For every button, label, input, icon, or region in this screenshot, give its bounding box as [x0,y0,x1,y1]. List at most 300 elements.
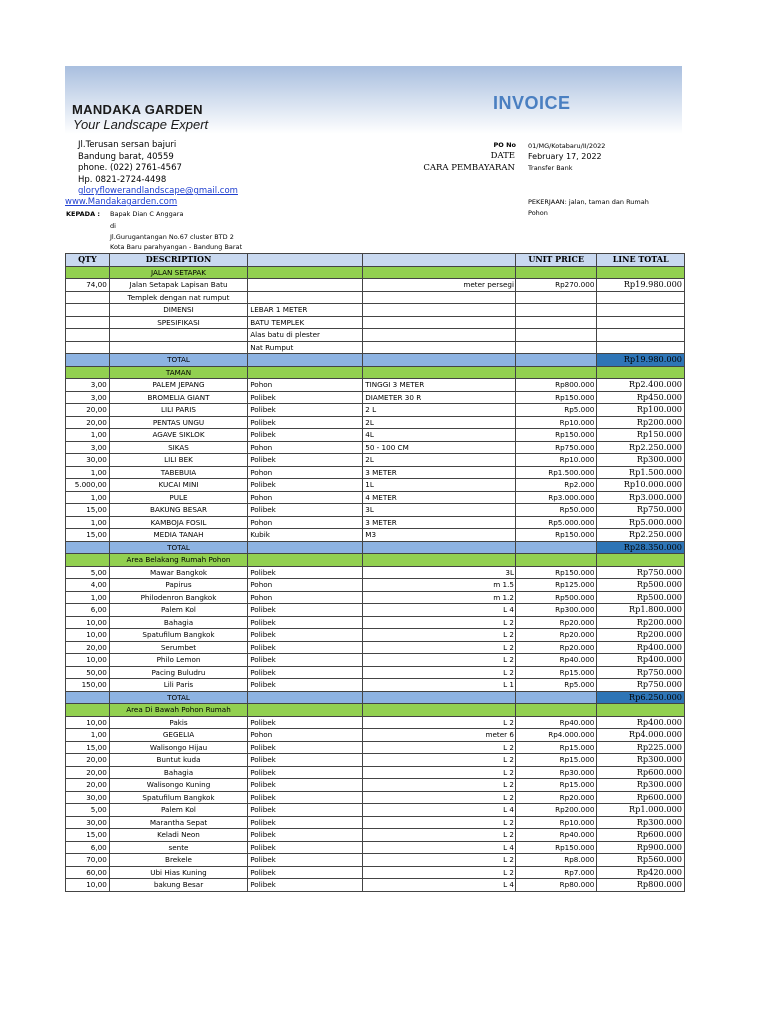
item-description: MEDIA TANAH [109,529,247,542]
item-unit-price [515,341,596,354]
item-price-value: Rp40.000 [559,830,595,840]
item-line-total: Rp2.400.000 [597,379,685,392]
item-price-value: Rp20.000 [559,630,595,640]
item-container: Pohon [248,729,363,742]
item-qty: 60,00 [66,866,110,879]
table-row [66,741,685,754]
item-unit-price: 4 L Rp200.000 [515,804,596,817]
item-qty: 6,00 [66,604,110,617]
item-description: Palem Kol [109,604,247,617]
recipient-label: KEPADA : [66,210,100,218]
item-description: KUCAI MINI [109,479,247,492]
item-spec [363,604,516,617]
item-description: Spatufilum Bangkok [109,629,247,642]
section-title: Area Di Bawah Pohon Rumah [109,704,247,717]
item-line-total: Rp200.000 [597,416,685,429]
table-row [66,466,685,479]
table-row [66,529,685,542]
recipient-city: Kota Baru parahyangan - Bandung Barat [110,243,243,251]
item-unit-price [515,529,596,542]
table-row [66,441,685,454]
item-description [109,329,247,342]
total-amount: Rp28.350.000 [597,541,685,554]
payment-label: CARA PEMBAYARAN [423,163,515,173]
item-spec [363,779,516,792]
item-price-value: Rp150.000 [555,567,595,577]
section-empty-cell [248,704,363,717]
item-spec [363,841,516,854]
table-row [66,479,685,492]
item-qty: 15,00 [66,741,110,754]
item-unit-price [515,379,596,392]
item-line-total: Rp200.000 [597,616,685,629]
item-spec [363,854,516,867]
table-row [66,279,685,292]
item-spec [363,791,516,804]
total-row [66,541,685,554]
item-line-total [597,329,685,342]
item-container: Pohon [248,516,363,529]
total-label: TOTAL [109,691,247,704]
recipient-di: di [110,222,116,230]
item-container: Polibek [248,404,363,417]
section-row [66,266,685,279]
table-row [66,679,685,692]
item-spec: TINGGI 3 METER [363,379,516,392]
item-spec [363,616,516,629]
item-container [248,279,363,292]
section-empty-cell [515,366,596,379]
item-spec: DIAMETER 30 R [363,391,516,404]
item-spec [363,741,516,754]
item-qty: 20,00 [66,754,110,767]
item-line-total: Rp500.000 [597,579,685,592]
table-row [66,416,685,429]
item-unit-price: 2 L Rp40.000 [515,716,596,729]
item-description: Jalan Setapak Lapisan Batu [109,279,247,292]
item-price-value: Rp5.000 [564,680,595,690]
item-line-total [597,291,685,304]
item-unit-price: 2 L Rp7.000 [515,866,596,879]
item-qty: 1,00 [66,429,110,442]
table-row [66,629,685,642]
po-value: 01/MG/Kotabaru/II/2022 [528,142,606,150]
item-container: Polibek [248,641,363,654]
item-price-value: Rp300.000 [555,605,595,615]
item-unit-price [515,404,596,417]
total-amount: Rp6.250.000 [597,691,685,704]
item-description: Ubi Hias Kuning [109,866,247,879]
table-row [66,841,685,854]
item-unit-price: 4 L Rp80.000 [515,879,596,892]
item-qty: 50,00 [66,666,110,679]
item-price-value: Rp150.000 [555,392,595,402]
item-container: Pohon [248,491,363,504]
item-unit-price: 2 L Rp8.000 [515,854,596,867]
item-container: Polibek [248,429,363,442]
item-spec [363,866,516,879]
item-container: Pohon [248,441,363,454]
item-description: SPESIFIKASI [109,316,247,329]
item-unit-price: 1.5 m Rp125.000 [515,579,596,592]
total-empty-cell [248,541,363,554]
total-row [66,354,685,367]
item-spec [363,829,516,842]
item-spec [363,716,516,729]
item-description: Walisongo Hijau [109,741,247,754]
item-line-total: Rp5.000.000 [597,516,685,529]
item-spec: 4L [363,429,516,442]
table-row [66,616,685,629]
table-row [66,329,685,342]
item-qty [66,341,110,354]
item-container: Polibek [248,766,363,779]
item-line-total: Rp300.000 [597,779,685,792]
item-price-value: Rp50.000 [559,505,595,515]
item-spec [363,316,516,329]
total-qty-cell [66,354,110,367]
item-qty: 70,00 [66,854,110,867]
section-row [66,366,685,379]
table-row [66,391,685,404]
item-description: BROMELIA GIANT [109,391,247,404]
item-spec [363,641,516,654]
item-qty: 20,00 [66,416,110,429]
table-row [66,804,685,817]
item-line-total: Rp750.000 [597,666,685,679]
section-empty-cell [597,266,685,279]
item-qty [66,291,110,304]
item-price-value: Rp125.000 [555,580,595,590]
item-container: Polibek [248,454,363,467]
item-qty: 15,00 [66,504,110,517]
company-tagline: Your Landscape Expert [73,117,209,132]
item-description: PENTAS UNGU [109,416,247,429]
item-container: Polibek [248,841,363,854]
item-line-total: Rp560.000 [597,854,685,867]
item-line-total: Rp300.000 [597,754,685,767]
table-row [66,754,685,767]
item-qty: 10,00 [66,879,110,892]
item-container: Polibek [248,779,363,792]
item-line-total: Rp900.000 [597,841,685,854]
section-row [66,704,685,717]
item-container: Polibek [248,416,363,429]
item-line-total: Rp750.000 [597,504,685,517]
item-qty: 6,00 [66,841,110,854]
invoice-title: INVOICE [493,93,571,113]
item-container: Alas batu di plester [248,329,363,342]
recipient-name: Bapak Dian C Anggara [110,210,184,218]
item-line-total: Rp3.000.000 [597,491,685,504]
total-empty-cell [515,354,596,367]
item-line-total: Rp600.000 [597,791,685,804]
item-spec [363,291,516,304]
item-description: Brekele [109,854,247,867]
item-container: Pohon [248,579,363,592]
section-qty-cell [66,704,110,717]
total-row [66,691,685,704]
item-unit-price [515,329,596,342]
item-qty: 1,00 [66,516,110,529]
item-spec: 4 METER [363,491,516,504]
table-row [66,791,685,804]
item-spec [363,566,516,579]
item-qty [66,329,110,342]
item-container [248,291,363,304]
section-empty-cell [597,704,685,717]
item-description: Marantha Sepat [109,816,247,829]
total-empty-cell [363,354,516,367]
item-description: GEGELIA [109,729,247,742]
table-row [66,854,685,867]
item-price-value: Rp800.000 [555,380,595,390]
item-qty: 5,00 [66,804,110,817]
item-unit-price [515,491,596,504]
total-empty-cell [515,691,596,704]
item-spec [363,766,516,779]
item-unit-price [515,504,596,517]
item-unit-price [515,429,596,442]
item-container: Polibek [248,479,363,492]
total-empty-cell [363,691,516,704]
item-line-total: Rp300.000 [597,816,685,829]
item-container: Nat Rumput [248,341,363,354]
item-price-value: Rp200.000 [555,805,595,815]
total-empty-cell [248,354,363,367]
item-container: Polibek [248,629,363,642]
item-unit-price [515,441,596,454]
section-empty-cell [515,554,596,567]
header-blank [363,254,516,267]
item-spec [363,341,516,354]
item-unit-price: 2 L Rp40.000 [515,654,596,667]
item-description: Philodenron Bangkok [109,591,247,604]
item-description: TABEBUIA [109,466,247,479]
item-qty: 20,00 [66,641,110,654]
item-line-total: Rp4.000.000 [597,729,685,742]
item-spec: 2L [363,454,516,467]
item-container: Polibek [248,754,363,767]
item-qty: 3,00 [66,441,110,454]
item-container: Polibek [248,504,363,517]
item-qty: 3,00 [66,379,110,392]
date-label: DATE [490,151,515,161]
item-price-value: Rp10.000 [559,417,595,427]
item-line-total: Rp1.800.000 [597,604,685,617]
item-spec: 3 METER [363,466,516,479]
item-container: Polibek [248,816,363,829]
item-line-total [597,341,685,354]
item-description: PALEM JEPANG [109,379,247,392]
item-unit-price: 3L Rp150.000 [515,566,596,579]
item-container: Kubik [248,529,363,542]
item-container: Polibek [248,604,363,617]
section-qty-cell [66,366,110,379]
table-row [66,429,685,442]
item-line-total: Rp19.980.000 [597,279,685,292]
item-unit-price: 1 L Rp5.000 [515,679,596,692]
item-price-value: Rp20.000 [559,642,595,652]
item-price-value: Rp4.000.000 [548,730,595,740]
item-price-value: Rp2.000 [564,480,595,490]
item-description: AGAVE SIKLOK [109,429,247,442]
item-line-total: Rp750.000 [597,566,685,579]
table-row [66,591,685,604]
item-qty: 30,00 [66,454,110,467]
section-empty-cell [515,704,596,717]
item-container: Polibek [248,679,363,692]
item-container: Pohon [248,466,363,479]
item-spec [363,679,516,692]
item-unit-price: 1.2 m Rp500.000 [515,591,596,604]
item-unit-price [515,479,596,492]
section-row [66,554,685,567]
address-line: Bandung barat, 40559 [78,152,174,162]
recipient-address: Jl.Gurugantangan No.67 cluster BTD 2 [110,233,234,241]
item-unit-price: 2 L Rp10.000 [515,816,596,829]
po-label: PO No [493,141,516,149]
table-row [66,379,685,392]
email-link[interactable]: gloryflowerandlandscape@gmail.com [78,186,238,196]
item-qty: 10,00 [66,654,110,667]
item-spec [363,654,516,667]
item-container: Polibek [248,829,363,842]
item-spec: 3 METER [363,516,516,529]
item-price-value: Rp8.000 [564,855,595,865]
item-qty: 74,00 [66,279,110,292]
item-price-value: Rp5.000.000 [548,517,595,527]
header-description: DESCRIPTION [109,254,247,267]
item-description: Mawar Bangkok [109,566,247,579]
item-price-value: Rp15.000 [559,780,595,790]
item-description: Spatufilum Bangkok [109,791,247,804]
item-qty [66,304,110,317]
item-qty: 5,00 [66,566,110,579]
item-container: Polibek [248,616,363,629]
item-spec [363,629,516,642]
table-row [66,779,685,792]
item-description: LILI BEK [109,454,247,467]
item-qty: 30,00 [66,791,110,804]
item-price-value: Rp150.000 [555,430,595,440]
item-qty: 4,00 [66,579,110,592]
total-qty-cell [66,691,110,704]
item-line-total [597,316,685,329]
item-unit-price [515,304,596,317]
total-label: TOTAL [109,354,247,367]
item-unit-price: meter persegi Rp270.000 [515,279,596,292]
table-row [66,866,685,879]
item-price-value: Rp20.000 [559,792,595,802]
company-name: MANDAKA GARDEN [72,102,203,117]
item-description: DIMENSI [109,304,247,317]
item-price-value: Rp750.000 [555,442,595,452]
table-row [66,641,685,654]
item-price-value: Rp150.000 [555,842,595,852]
address-hp: Hp. 0821-2724-4498 [78,175,167,185]
section-empty-cell [248,554,363,567]
item-line-total: Rp300.000 [597,454,685,467]
item-description: Pacing Buludru [109,666,247,679]
total-label: TOTAL [109,541,247,554]
item-unit-price: 4 L Rp300.000 [515,604,596,617]
date-value: February 17, 2022 [528,152,602,161]
item-container: Pohon [248,379,363,392]
table-row [66,566,685,579]
item-price-value: Rp15.000 [559,667,595,677]
total-empty-cell [515,541,596,554]
header-line-total: LINE TOTAL [597,254,685,267]
item-qty: 1,00 [66,466,110,479]
section-title: TAMAN [109,366,247,379]
item-line-total: Rp2.250.000 [597,441,685,454]
table-row [66,666,685,679]
item-container: Polibek [248,791,363,804]
item-unit-price: 4 L Rp150.000 [515,841,596,854]
item-container: Polibek [248,666,363,679]
item-description: LILI PARIS [109,404,247,417]
item-spec: 50 - 100 CM [363,441,516,454]
table-row [66,654,685,667]
item-unit-price: 6 meter Rp4.000.000 [515,729,596,742]
item-container: Polibek [248,866,363,879]
item-unit-price: 2 L Rp20.000 [515,791,596,804]
item-price-value: Rp10.000 [559,455,595,465]
item-price-value: Rp15.000 [559,742,595,752]
item-description: Lili Paris [109,679,247,692]
item-unit-price: 2 L Rp15.000 [515,666,596,679]
total-empty-cell [363,541,516,554]
invoice-items-table [65,253,685,892]
section-qty-cell [66,554,110,567]
item-description: Pakis [109,716,247,729]
section-empty-cell [363,366,516,379]
item-container: Pohon [248,591,363,604]
item-unit-price: 2 L Rp20.000 [515,641,596,654]
item-description: Templek dengan nat rumput [109,291,247,304]
item-line-total: Rp1.500.000 [597,466,685,479]
item-qty: 20,00 [66,404,110,417]
item-price-value: Rp270.000 [555,280,595,290]
item-line-total [597,304,685,317]
table-row [66,504,685,517]
item-unit-price [515,291,596,304]
section-title: Area Belakang Rumah Pohon [109,554,247,567]
item-container: LEBAR 1 METER [248,304,363,317]
item-unit-price [515,454,596,467]
item-price-value: Rp5.000 [564,405,595,415]
item-line-total: Rp2.250.000 [597,529,685,542]
section-empty-cell [597,554,685,567]
address-phone: phone. (022) 2761-4567 [78,163,182,173]
total-empty-cell [248,691,363,704]
item-line-total: Rp800.000 [597,879,685,892]
item-price-value: Rp7.000 [564,867,595,877]
item-description: Walisongo Kuning [109,779,247,792]
item-container: Polibek [248,804,363,817]
website-link[interactable]: www.Mandakagarden.com [65,197,178,207]
item-price-value: Rp10.000 [559,817,595,827]
header-unit-price: UNIT PRICE [515,254,596,267]
item-line-total: Rp400.000 [597,641,685,654]
job-label: PEKERJAAN: jalan, taman dan Rumah [528,198,649,206]
item-qty: 10,00 [66,716,110,729]
payment-value: Transfer Bank [528,164,573,172]
item-unit-price: 2 L Rp15.000 [515,754,596,767]
item-container: Polibek [248,654,363,667]
address-line: Jl.Terusan sersan bajuri [78,140,177,150]
